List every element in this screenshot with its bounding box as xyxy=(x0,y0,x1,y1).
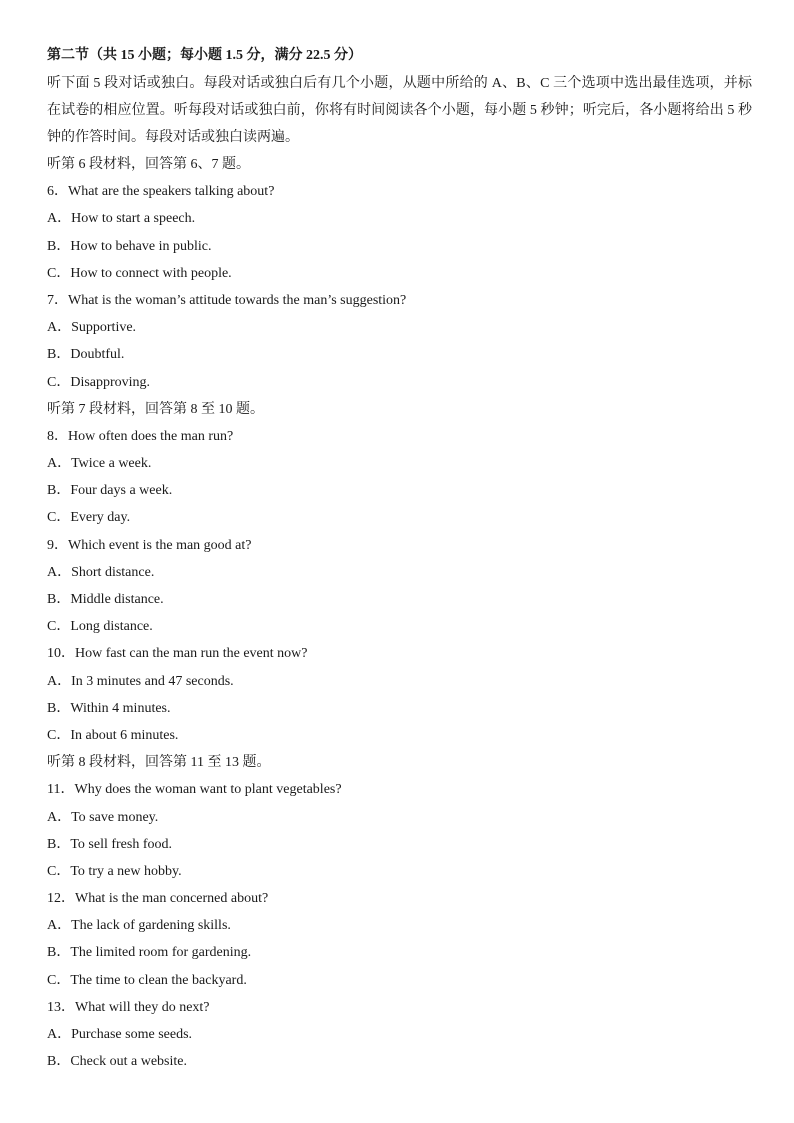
question-stem: 6．What are the speakers talking about? xyxy=(47,184,275,200)
section-title: 第二节（共 15 小题；每小题 1.5 分，满分 22.5 分） xyxy=(47,48,362,63)
listening-instruction: 听第 7 段材料，回答第 8 至 10 题。 xyxy=(47,401,264,417)
question-stem: 13．What will they do next? xyxy=(47,999,210,1015)
answer-option: C．Long distance. xyxy=(47,619,153,635)
answer-option: C．Every day. xyxy=(47,510,131,526)
question-stem: 8．How often does the man run? xyxy=(47,428,234,444)
answer-option: C．To try a new hobby. xyxy=(47,863,182,879)
answer-option: B．The limited room for gardening. xyxy=(47,945,252,961)
answer-option: C．In about 6 minutes. xyxy=(47,727,179,743)
answer-option: A．Supportive. xyxy=(47,320,137,336)
answer-option: A．The lack of gardening skills. xyxy=(47,918,231,934)
answer-option: A．Twice a week. xyxy=(47,456,152,472)
answer-option: B．Four days a week. xyxy=(47,483,173,499)
answer-option: B．Middle distance. xyxy=(47,592,164,607)
question-list xyxy=(47,151,752,1075)
question-stem: 7．What is the woman’s attitude towards the man’s suggestion? xyxy=(47,292,407,308)
answer-option: A．Purchase some seeds. xyxy=(47,1027,193,1042)
answer-option: B．How to behave in public. xyxy=(47,238,212,254)
answer-option: A．How to start a speech. xyxy=(47,211,196,227)
answer-option: B．Doubtful. xyxy=(47,347,125,363)
answer-option: B．Check out a website. xyxy=(47,1054,187,1070)
answer-option: A．To save money. xyxy=(47,809,159,825)
exam-page xyxy=(47,42,752,1075)
section-instructions: 听下面 5 段对话或独白。每段对话或独白后有几个小题，从题中所给的 A、B、C 三个选项中选出最佳选项，并标在试卷的相应位置。听每段对话或独白前，你将有时间阅读各个小题，每小题 5 秒钟；听完后，各小题将给出 5 秒钟的作答时间。每段对话或独白读两遍。 xyxy=(47,76,752,145)
question-stem: 12．What is the man concerned about? xyxy=(47,891,269,907)
answer-option: B．To sell fresh food. xyxy=(47,836,173,852)
answer-option: B．Within 4 minutes. xyxy=(47,700,171,716)
answer-option: A．Short distance. xyxy=(47,564,155,580)
question-stem: 9．Which event is the man good at? xyxy=(47,537,252,553)
listening-instruction: 听第 6 段材料，回答第 6、7 题。 xyxy=(47,157,250,172)
answer-option: A．In 3 minutes and 47 seconds. xyxy=(47,673,234,689)
question-stem: 10．How fast can the man run the event now? xyxy=(47,646,308,662)
answer-option: C．Disapproving. xyxy=(47,374,151,390)
answer-option: C．How to connect with people. xyxy=(47,265,232,281)
answer-option: C．The time to clean the backyard. xyxy=(47,972,247,988)
listening-instruction: 听第 8 段材料，回答第 11 至 13 题。 xyxy=(47,755,271,771)
question-stem: 11．Why does the woman want to plant vegetables? xyxy=(47,782,342,798)
